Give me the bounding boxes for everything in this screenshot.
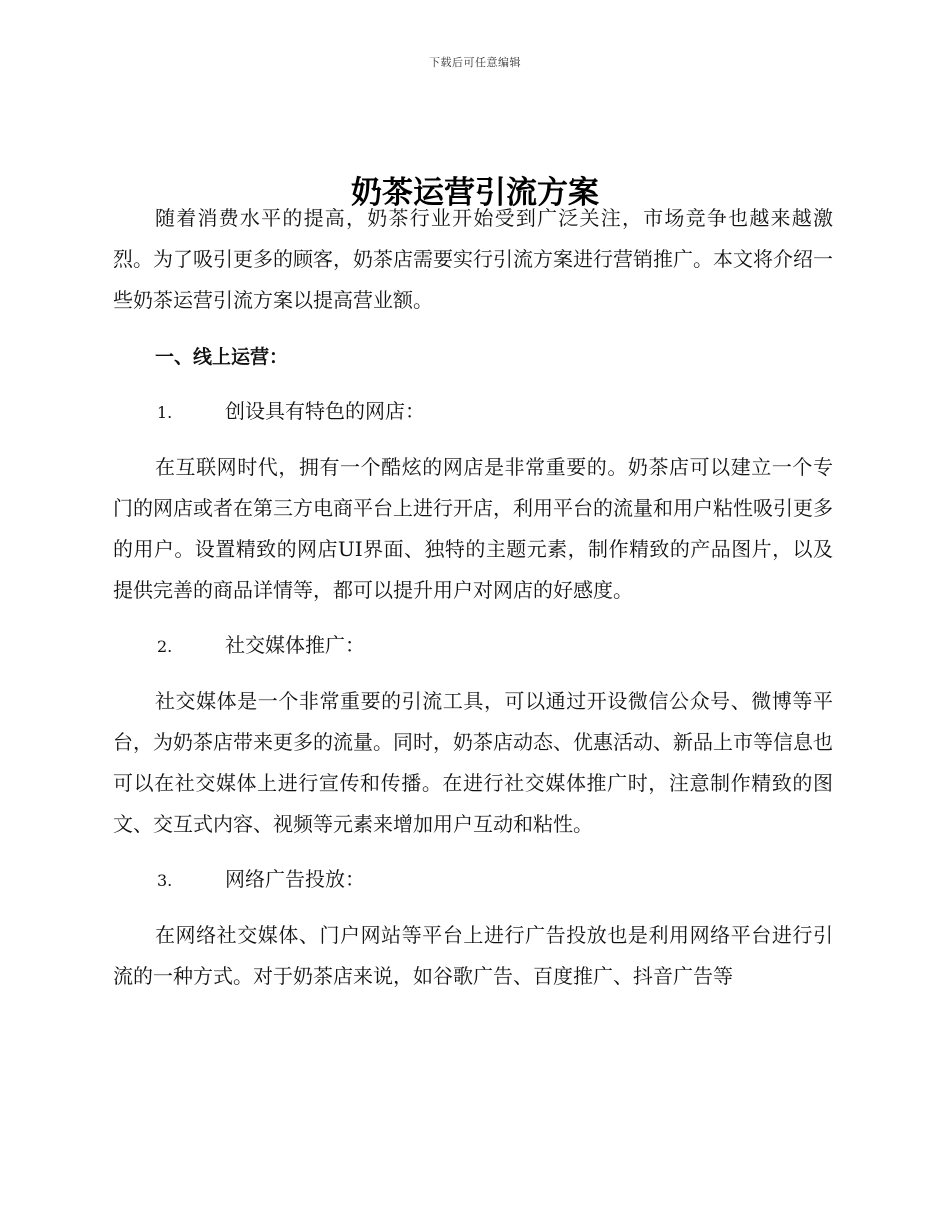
item-heading-3	[113, 859, 833, 901]
item-title-3: 网络广告投放：	[225, 867, 365, 891]
item-heading-1	[113, 391, 833, 433]
item-title-1: 创设具有特色的网店：	[225, 399, 425, 423]
item-body-2: 社交媒体是一个非常重要的引流工具，可以通过开设微信公众号、微博等平台，为奶茶店带来更多的流量。同时，奶茶店动态、优惠活动、新品上市等信息也可以在社交媒体上进行宣传和传播。在进行社交媒体推广时，注意制作精致的图文、交互式内容、视频等元素来增加用户互动和粘性。	[113, 689, 833, 836]
document-body	[113, 198, 833, 997]
intro-paragraph: 随着消费水平的提高，奶茶行业开始受到广泛关注，市场竞争也越来越激烈。为了吸引更多的顾客，奶茶店需要实行引流方案进行营销推广。本文将介绍一些奶茶运营引流方案以提高营业额。	[113, 206, 833, 312]
item-number-2: 2.	[157, 637, 173, 656]
header-note: 下载后可任意编辑	[429, 56, 521, 69]
item-body-3: 在网络社交媒体、门户网站等平台上进行广告投放也是利用网络平台进行引流的一种方式。对于奶茶店来说，如谷歌广告、百度推广、抖音广告等	[113, 923, 833, 988]
document-title: 奶茶运营引流方案	[351, 174, 599, 211]
item-heading-2	[113, 625, 833, 667]
section-heading-online-operation: 一、线上运营：	[155, 346, 289, 368]
item-number-3: 3.	[157, 871, 173, 890]
item-title-2: 社交媒体推广：	[225, 633, 365, 657]
item-number-1: 1.	[157, 403, 173, 422]
item-body-1: 在互联网时代，拥有一个酷炫的网店是非常重要的。奶茶店可以建立一个专门的网店或者在第三方电商平台上进行开店，利用平台的流量和用户粘性吸引更多的用户。设置精致的网店UI界面、独特的主题元素，制作精致的产品图片，以及提供完善的商品详情等，都可以提升用户对网店的好感度。	[113, 455, 833, 602]
